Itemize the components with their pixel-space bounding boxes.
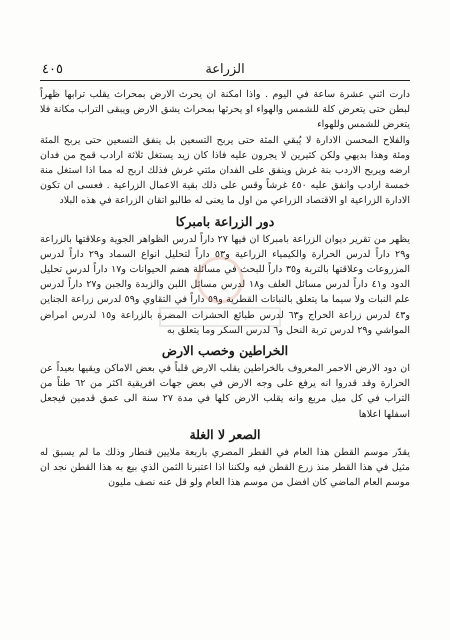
section-title: دور الزراعة بامبركا — [175, 213, 275, 229]
page-body — [40, 87, 410, 490]
section-title: الخراطين وخصب الارض — [161, 343, 289, 359]
paragraph: دارت اثني عشرة ساعة في اليوم . واذا امكنة ان يحرث الارض بمحراث يقلب ترابها ظهراً لبطن حتى يتعرض كلة للشمس والهواء او يحرثها بمحراث يشق الارض ويبقى التراب مكانة فلا يتعرض للشمس وللهواء — [40, 89, 410, 131]
running-title: الزراعة — [205, 62, 245, 77]
section-title: الصعر لا الغلة — [189, 426, 261, 442]
paragraph: والفلاح المحسن الادارة لا يُبقي المثة حتى يربح التسعين بل ينفق التسعين حتى يربح المئة ومئة وهذا بديهي ولكن كثيرين لا يجرون عليه فاذا كان زيد يستغل ثلاثة ارادب قمح من فدان ارضه ويربح الاردب بنة غرش وينفق على الفدان مئتي غرش فذلك اربح له مما اذا استغل منة خمسة ارادب وانفق عليه ٤٥٠ غرشاً وقس على ذلك بقية الاعمال الزراعية . فعسى ان تكون الادارة الزراعية او الاقتصاد الزراعي من اول ما يعنى له طالبو اتقان الزراعة في هذه البلاد — [40, 134, 410, 207]
document-page — [40, 62, 410, 617]
paragraph: يقدّر موسم القطن هذا العام في القطر المصري باربعة ملايين قنطار وذلك ما لم يسبق له مثيل في هذا القطر منذ زرع القطن فيه ولكننا اذا اعتبرنا الثمن الذي بيع به هذا القطن نجد ان موسم العام الماضي كان افضل من موسم هذا العام ولو قل عنه نصف مليون — [40, 446, 410, 489]
paragraph: يظهر من تقرير ديوان الزراعة بامبركا ان فيها ٢٧ داراً لدرس الظواهر الجوية وعلاقتها بالزراعة و٢٩ داراً لدرس الحرارة والكيمياء الزراعية و٥٣ داراً لتحليل انواع السماد و٢٩ داراً لدرس المزروعات وعلاقتها بالتربة و٣٥ داراً للبحث في مسائلة هضم الحيوانات و١٧ داراً لدرس تحليل الدود و٤١ داراً لدرس مسائل العلف و١٨ لدرس مسائل اللبن والزبدة والجبن و٢٧ داراً لدرس علم النبات ولا سيما ما يتعلق بالنباتات القطرية و٥٩ داراً في التقاوي و٥٩ لدرس زراعة الجناين و٤٣ لدرس زراعة الحراج و٦٣ لدرس طبائع الحشرات المضرة بالزراعة و١٥ لدرس امراض المواشي و٢٩ لدرس تربة النحل و٦ لدرس السكر وما يتعلق به — [40, 233, 411, 336]
page-header — [40, 62, 410, 81]
paragraph: ان دود الارض الاحمر المعروف بالخراطين يقلب الارض قلباً في بعض الاماكن ويقيها بعيداً عن الحرارة وقد قدروا انه يرفع على وجه الارض في بعض جهات افريقية اكثر من ٦٢ طناً من التراب في كل ميل مربع وانه يقلب الارض كلها في مدة ٢٧ سنة الى عمق قدمين فيجعل اسفلها اعلاها — [40, 363, 410, 420]
page-number: ٤٠٥ — [42, 62, 63, 77]
